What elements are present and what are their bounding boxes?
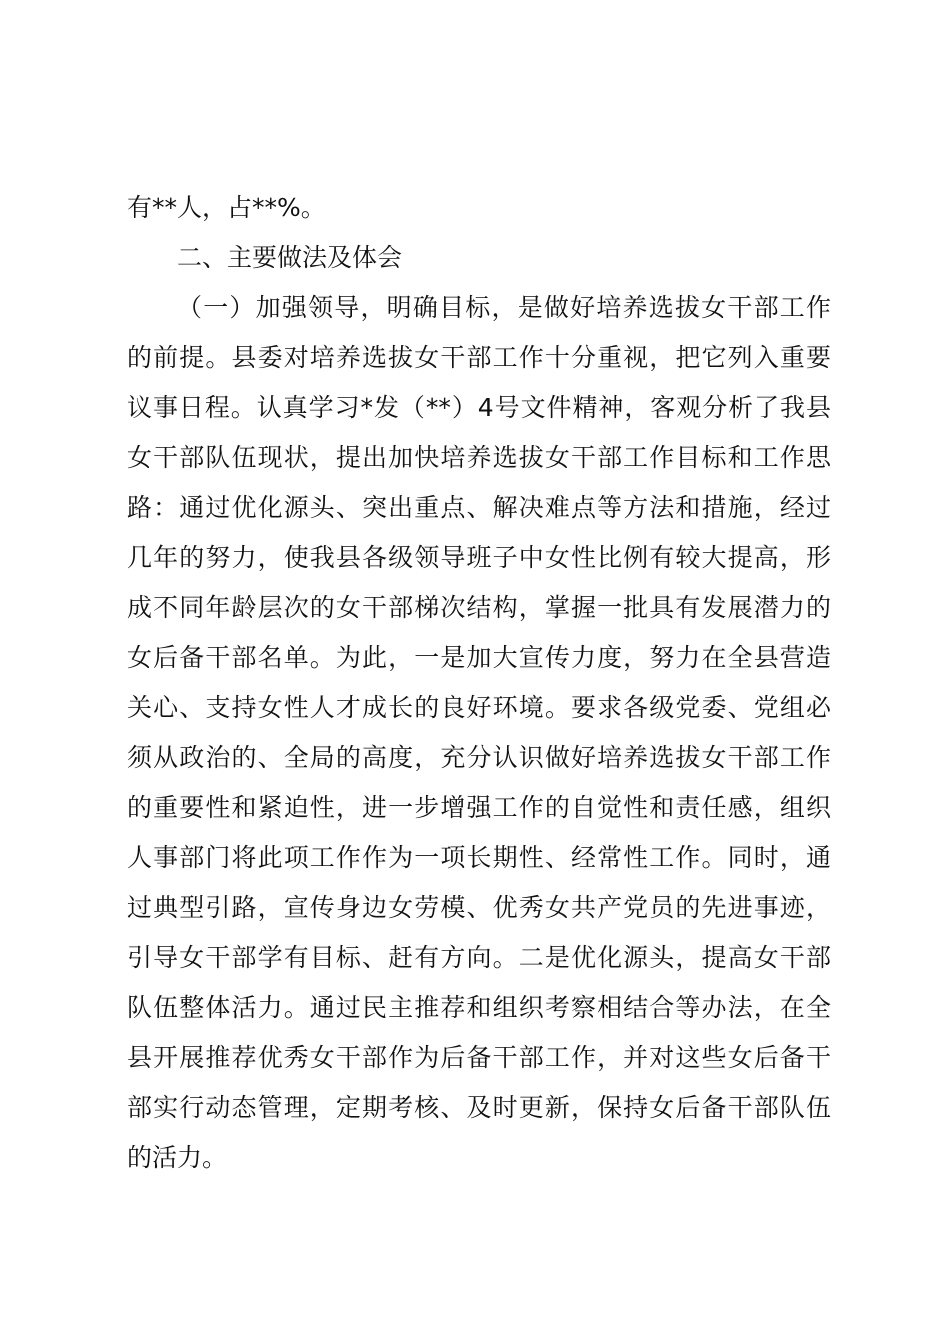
text-line: 须从政治的、全局的高度，充分认识做好培养选拔女干部工作 (127, 743, 831, 772)
section-heading: 二、主要做法及体会 (177, 243, 403, 272)
text-line: 队伍整体活力。通过民主推荐和组织考察相结合等办法，在全 (127, 993, 831, 1022)
text-line: 几年的努力，使我县各级领导班子中女性比例有较大提高，形 (127, 543, 831, 572)
text-line: 路：通过优化源头、突出重点、解决难点等方法和措施，经过 (127, 493, 831, 522)
text-line: 成不同年龄层次的女干部梯次结构，掌握一批具有发展潜力的 (127, 593, 831, 622)
text-line: 有**人，占**%。 (127, 193, 326, 222)
text-line: 议事日程。认真学习*发（**）4号文件精神，客观分析了我县 (127, 393, 831, 422)
text-line: （一）加强领导，明确目标，是做好培养选拔女干部工作 (177, 293, 831, 322)
text-line: 女干部队伍现状，提出加快培养选拔女干部工作目标和工作思 (127, 443, 831, 472)
text-line: 引导女干部学有目标、赶有方向。二是优化源头，提高女干部 (127, 943, 831, 972)
text-line: 女后备干部名单。为此，一是加大宣传力度，努力在全县营造 (127, 643, 831, 672)
text-line: 的重要性和紧迫性，进一步增强工作的自觉性和责任感，组织 (127, 793, 831, 822)
text-line: 过典型引路，宣传身边女劳模、优秀女共产党员的先进事迹， (127, 893, 831, 922)
text-line: 的前提。县委对培养选拔女干部工作十分重视，把它列入重要 (127, 343, 831, 372)
document-body (127, 183, 831, 1183)
text-line: 县开展推荐优秀女干部作为后备干部工作，并对这些女后备干 (127, 1043, 831, 1072)
text-line: 部实行动态管理，定期考核、及时更新，保持女后备干部队伍 (127, 1093, 831, 1122)
text-line: 人事部门将此项工作作为一项长期性、经常性工作。同时，通 (127, 843, 831, 872)
text-line: 关心、支持女性人才成长的良好环境。要求各级党委、党组必 (127, 693, 831, 722)
text-line: 的活力。 (127, 1143, 228, 1172)
